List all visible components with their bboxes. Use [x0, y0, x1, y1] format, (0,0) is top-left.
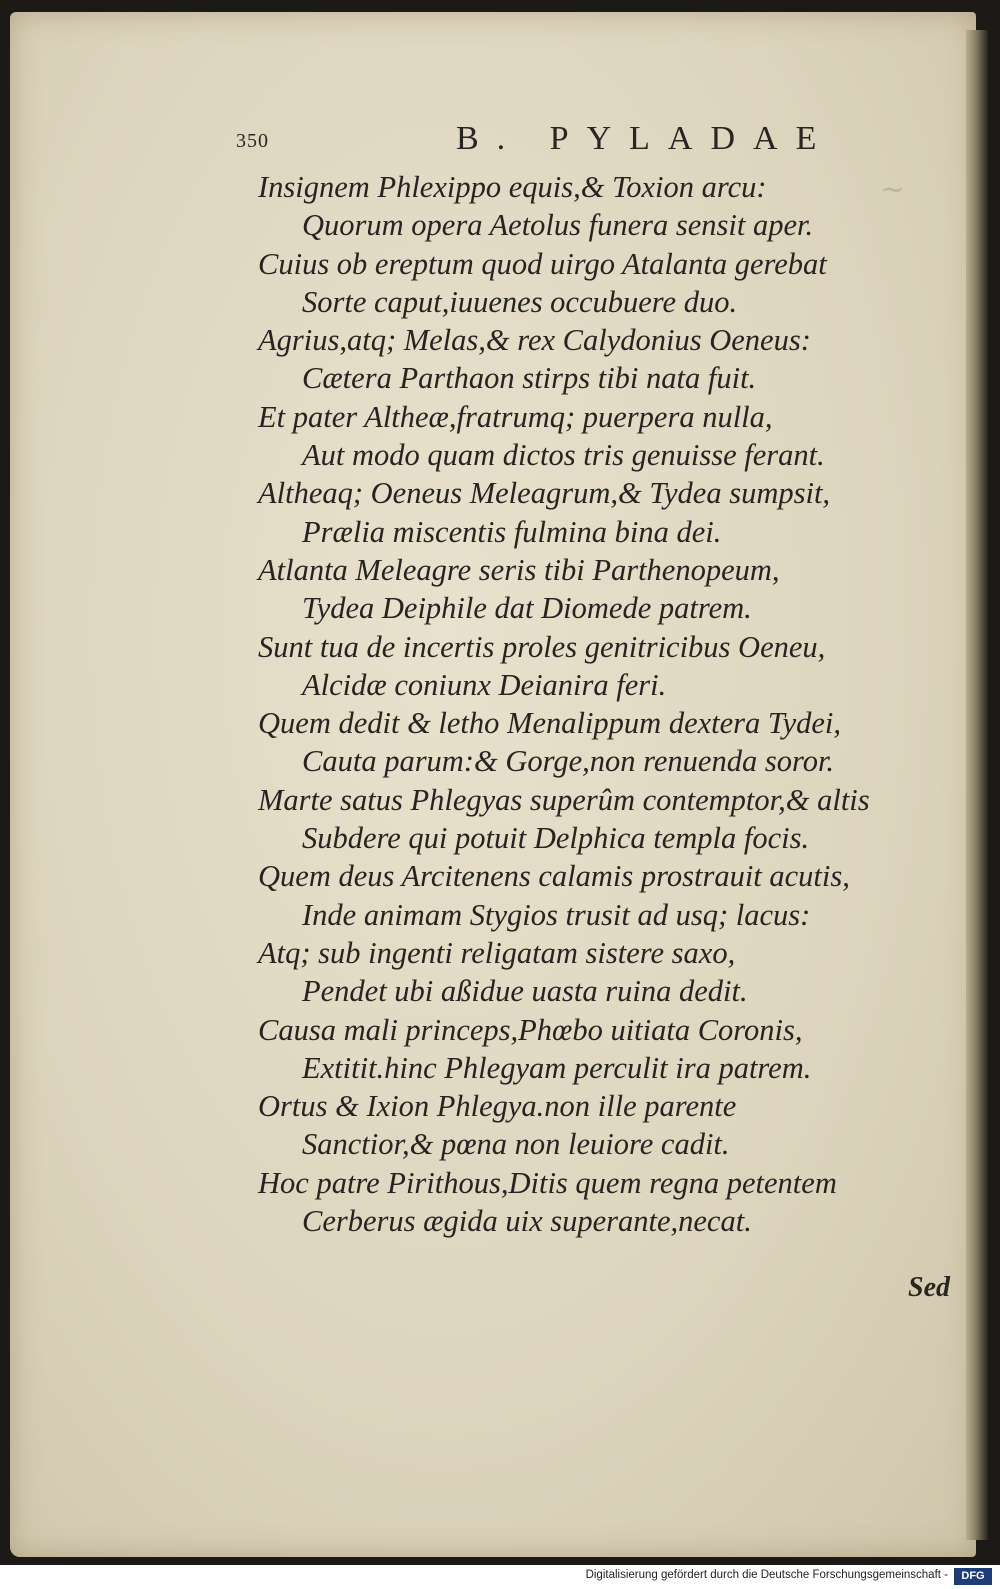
catchword: Sed	[908, 1272, 950, 1303]
verse-line-pentameter: Cerberus ægida uix superante,necat.	[302, 1204, 752, 1239]
page-header	[236, 120, 835, 164]
verse-line-pentameter: Sanctior,& pœna non leuiore cadit.	[302, 1127, 730, 1162]
verse-line-hexameter: Hoc patre Pirithous,Ditis quem regna petentem	[258, 1165, 837, 1200]
verse-line-pentameter: Extitit.hinc Phlegyam perculit ira patrem.	[302, 1050, 812, 1085]
page-number: 350	[236, 130, 269, 152]
verse-line-hexameter: Sunt tua de incertis proles genitricibus Oeneu,	[258, 629, 826, 664]
verse-line-hexameter: Agrius,atq; Melas,& rex Calydonius Oeneus:	[258, 323, 811, 358]
verse-line-hexameter: Cuius ob ereptum quod uirgo Atalanta gerebat	[258, 246, 827, 281]
verse-line-pentameter: Prælia miscentis fulmina bina dei.	[302, 514, 722, 549]
verse-line-hexameter: Insignem Phlexippo equis,& Toxion arcu:	[258, 170, 767, 204]
verse-block	[258, 168, 898, 1240]
verse-line-hexameter: Atq; sub ingenti religatam sistere saxo,	[258, 935, 736, 970]
verse-line-hexameter: Causa mali princeps,Phœbo uitiata Coronis,	[258, 1012, 803, 1047]
verse-line-pentameter: Quorum opera Aetolus funera sensit aper.	[302, 208, 814, 243]
page-edge-shadow	[966, 30, 988, 1540]
verse-line-pentameter: Tydea Deiphile dat Diomede patrem.	[302, 591, 752, 626]
verse-line-pentameter: Cauta parum:& Gorge,non renuenda soror.	[302, 744, 835, 779]
verse-line-pentameter: Inde animam Stygios trusit ad usq; lacus:	[302, 897, 811, 932]
verse-line-hexameter: Quem deus Arcitenens calamis prostrauit acutis,	[258, 859, 850, 894]
verse-line-hexameter: Quem dedit & letho Menalippum dextera Tydei,	[258, 706, 842, 741]
running-head: B. PYLADAE	[456, 120, 835, 157]
verse-line-hexameter: Atlanta Meleagre seris tibi Parthenopeum,	[258, 552, 780, 587]
dfg-logo-icon: DFG	[954, 1568, 992, 1585]
verse-line-hexameter: Ortus & Ixion Phlegya.non ille parente	[258, 1089, 737, 1124]
verse-line-pentameter: Subdere qui potuit Delphica templa focis.	[302, 821, 810, 856]
bleed-mark: ~	[880, 172, 906, 207]
digitization-footer	[0, 1565, 1000, 1589]
verse-line-pentameter: Alcidæ coniunx Deianira feri.	[302, 667, 667, 702]
verse-line-pentameter: Pendet ubi aßidue uasta ruina dedit.	[302, 974, 748, 1009]
verse-line-pentameter: Aut modo quam dictos tris genuisse ferant.	[302, 438, 825, 473]
verse-line-hexameter: Marte satus Phlegyas superûm contemptor,& altis	[258, 782, 870, 817]
verse-line-hexameter: Et pater Altheæ,fratrumq; puerpera nulla,	[258, 399, 773, 434]
verse-line-pentameter: Sorte caput,iuuenes occubuere duo.	[302, 284, 738, 319]
verse-line-pentameter: Cætera Parthaon stirps tibi nata fuit.	[302, 361, 757, 396]
verse-line-hexameter: Altheaq; Oeneus Meleagrum,& Tydea sumpsit,	[258, 476, 831, 511]
funding-credit: Digitalisierung gefördert durch die Deutsche Forschungsgemeinschaft -	[585, 1569, 948, 1581]
